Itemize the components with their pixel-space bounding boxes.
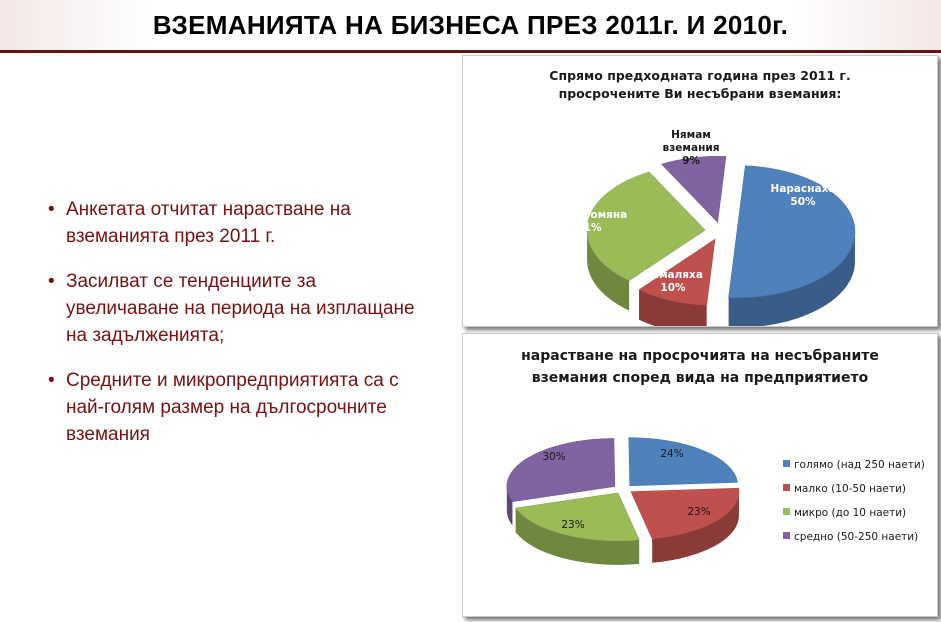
legend-label: микро (до 10 наети): [794, 507, 907, 519]
bullet-text-line: най-голям размер на дългосрочните: [66, 397, 387, 418]
slice-label-line: 31%: [576, 222, 602, 234]
slice-label-line: 10%: [660, 282, 686, 294]
slice-label-line: 50%: [790, 196, 816, 208]
chart-panel-change: [462, 55, 938, 327]
slice-pct-label: 23%: [561, 519, 585, 531]
bullet-text-line: Засилват се тенденциите за: [66, 271, 317, 292]
pie-slices: [587, 156, 855, 326]
chart-title: вземания според вида на предприятието: [531, 370, 869, 386]
bullet-text-line: Анкетата отчитат нарастване на: [66, 199, 351, 220]
slice-label-line: Намаляха: [643, 269, 703, 281]
pie-chart-change: [463, 56, 937, 326]
slice-pct-label: 24%: [660, 448, 684, 460]
chart-title: просрочените Ви несъбрани вземания:: [558, 86, 842, 101]
legend-label: средно (50-250 наети): [794, 531, 919, 543]
bullet-item: [48, 268, 448, 349]
chart-panel-size: [462, 333, 938, 617]
pie-slice: [629, 438, 738, 486]
bullet-text-line: вземанията през 2011 г.: [66, 226, 276, 247]
title-bar: [0, 0, 941, 53]
bullet-item: [48, 367, 448, 448]
slice-pct-label: 30%: [542, 451, 566, 463]
slice-label-line: вземания: [662, 142, 720, 154]
bullet-dot-icon: •: [48, 199, 55, 220]
bullet-dot-icon: •: [48, 271, 55, 292]
chart-title: нарастване на просрочията на несъбраните: [521, 348, 879, 364]
legend-swatch: [783, 460, 790, 467]
page-title: ВЗЕМАНИЯТА НА БИЗНЕСА ПРЕЗ 2011г. И 2010г.: [152, 10, 789, 40]
slice-pct-label: 23%: [687, 506, 711, 518]
legend-swatch: [783, 508, 790, 515]
legend-swatch: [783, 484, 790, 491]
bullet-item: [48, 196, 448, 250]
bullet-text-line: Средните и микропредприятията са с: [66, 370, 399, 391]
bullet-text-line: вземания: [66, 424, 150, 445]
pie-slice: [507, 438, 615, 501]
legend-label: голямо (над 250 наети): [794, 459, 925, 471]
pie-chart-by-size: [463, 334, 937, 616]
slice-label-line: Нараснаха: [770, 183, 836, 195]
legend-swatch: [783, 532, 790, 539]
chart-legend: [783, 459, 925, 543]
slice-label-line: Без промяна: [550, 209, 628, 221]
slice-label-line: 9%: [682, 155, 700, 167]
bullet-dot-icon: •: [48, 370, 55, 391]
chart-title: Спрямо предходната година през 2011 г.: [549, 68, 851, 83]
slice-label-line: Нямам: [671, 129, 711, 141]
bullet-text-line: на задълженията;: [66, 325, 225, 346]
bullet-list: [48, 196, 448, 466]
legend-label: малко (10-50 наети): [794, 483, 906, 495]
bullet-text-line: увеличаване на периода на изплащане: [66, 298, 415, 319]
